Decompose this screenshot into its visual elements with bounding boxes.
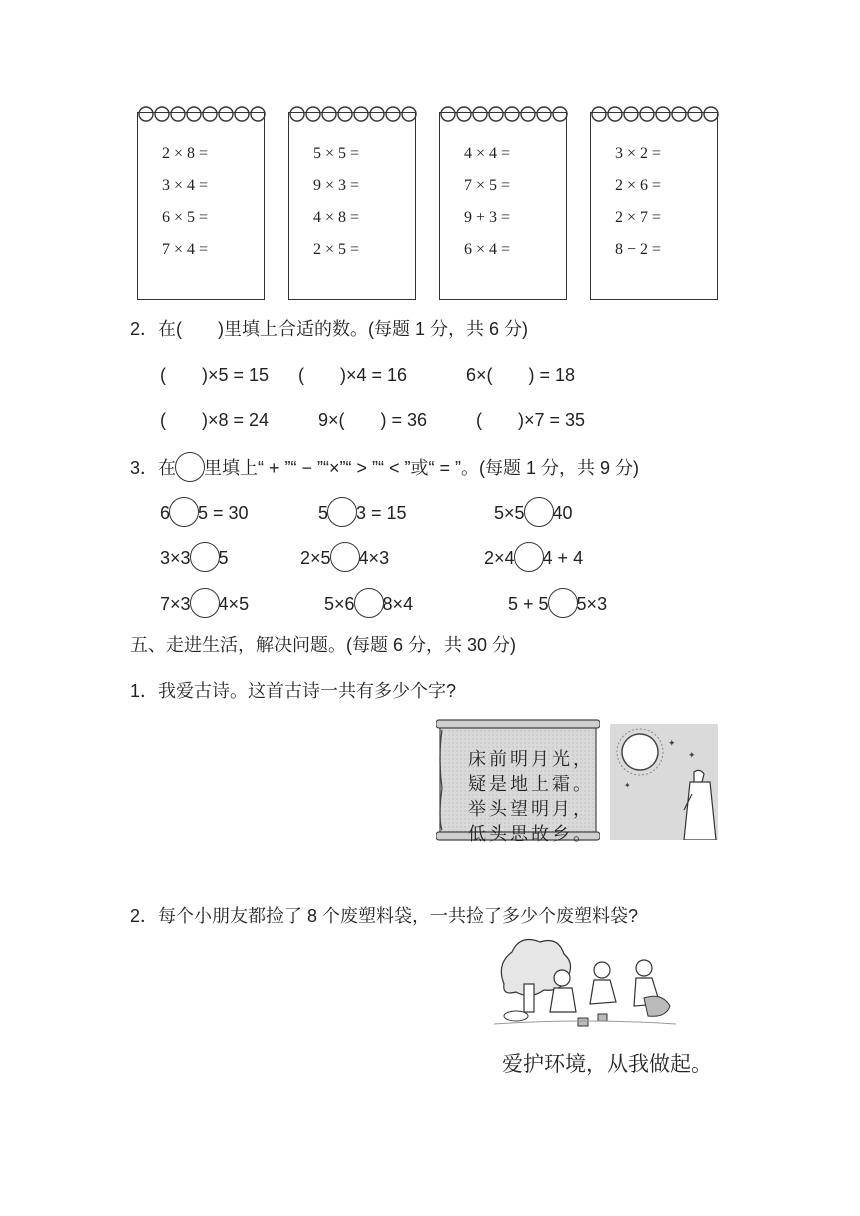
q2-heading: 2．在( )里填上合适的数。(每题 1 分，共 6 分) [130, 319, 529, 339]
svg-text:✦: ✦ [624, 781, 631, 790]
q2-blank: 9×( ) = 36 [318, 410, 428, 430]
q3-item: 5 3 = 15 [318, 499, 407, 529]
q3-item: 5 + 5 5×3 [508, 590, 607, 620]
equation: 5 × 5 = [313, 145, 360, 162]
answer-circle[interactable] [514, 542, 544, 572]
q2-blank: ( )×8 = 24 [160, 410, 270, 430]
equation: 8 − 2 = [615, 241, 662, 258]
equation: 4 × 8 = [313, 209, 360, 226]
poem-line: 床前明月光， [468, 749, 594, 770]
answer-circle[interactable] [169, 497, 199, 527]
q2-blank: 6×( ) = 18 [466, 365, 576, 385]
q3-item: 2×5 4×3 [300, 544, 389, 574]
equation: 7 × 4 = [162, 241, 209, 258]
answer-circle[interactable] [190, 588, 220, 618]
equation: 6 × 5 = [162, 209, 209, 226]
answer-circle[interactable] [327, 497, 357, 527]
spiral-rings-icon [134, 101, 268, 127]
equation: 2 × 8 = [162, 145, 209, 162]
equation: 3 × 2 = [615, 145, 662, 162]
q3-item: 5×5 40 [494, 499, 573, 529]
equation: 9 + 3 = [464, 209, 511, 226]
svg-text:✦: ✦ [688, 750, 696, 760]
notepad-4 [590, 112, 718, 300]
q2-blank: ( )×5 = 15 [160, 365, 270, 385]
spiral-rings-icon [587, 101, 721, 127]
equation: 2 × 6 = [615, 177, 662, 194]
q2-blank: ( )×7 = 35 [476, 410, 586, 430]
equation: 9 × 3 = [313, 177, 360, 194]
answer-circle[interactable] [175, 452, 205, 482]
answer-circle[interactable] [524, 497, 554, 527]
svg-text:✦: ✦ [668, 738, 676, 748]
q3-item: 6 5 = 30 [160, 499, 249, 529]
poet-moon-illustration-icon [610, 724, 718, 840]
poem-line: 低头思故乡。 [468, 824, 594, 845]
notepad-1 [137, 112, 265, 300]
equation: 2 × 5 = [313, 241, 360, 258]
q3-item: 3×3 5 [160, 544, 229, 574]
equation: 4 × 4 = [464, 145, 511, 162]
section5-heading: 五、走进生活，解决问题。(每题 6 分，共 30 分) [130, 635, 517, 655]
notepad-3 [439, 112, 567, 300]
poem-line: 疑是地上霜。 [468, 774, 594, 795]
q3-heading [130, 454, 639, 484]
answer-circle[interactable] [354, 588, 384, 618]
poem-line: 举头望明月， [468, 799, 594, 820]
answer-circle[interactable] [330, 542, 360, 572]
answer-circle[interactable] [190, 542, 220, 572]
q3-item: 5×6 8×4 [324, 590, 413, 620]
q3-heading-pre: 3．在 [130, 457, 177, 478]
equation: 6 × 4 = [464, 241, 511, 258]
slogan: 爱护环境，从我做起。 [502, 1052, 712, 1076]
notepad-2 [288, 112, 416, 300]
q3-item: 2×4 4 + 4 [484, 544, 583, 574]
s5-question-2: 2．每个小朋友都捡了 8 个废塑料袋，一共捡了多少个废塑料袋? [130, 906, 639, 926]
q3-heading-post: 里填上“ + ”“ − ”“×”“ > ”“ < ”或“ = ”。(每题 1 分，共 9 分) [204, 457, 640, 478]
q3-item: 7×3 4×5 [160, 590, 249, 620]
q2-blank: ( )×4 = 16 [298, 365, 408, 385]
s5-question-1: 1．我爱古诗。这首古诗一共有多少个字? [130, 681, 457, 701]
spiral-rings-icon [285, 101, 419, 127]
spiral-rings-icon [436, 101, 570, 127]
equation: 2 × 7 = [615, 209, 662, 226]
answer-circle[interactable] [548, 588, 578, 618]
kids-cleanup-illustration-icon [494, 934, 676, 1034]
equation: 3 × 4 = [162, 177, 209, 194]
equation: 7 × 5 = [464, 177, 511, 194]
